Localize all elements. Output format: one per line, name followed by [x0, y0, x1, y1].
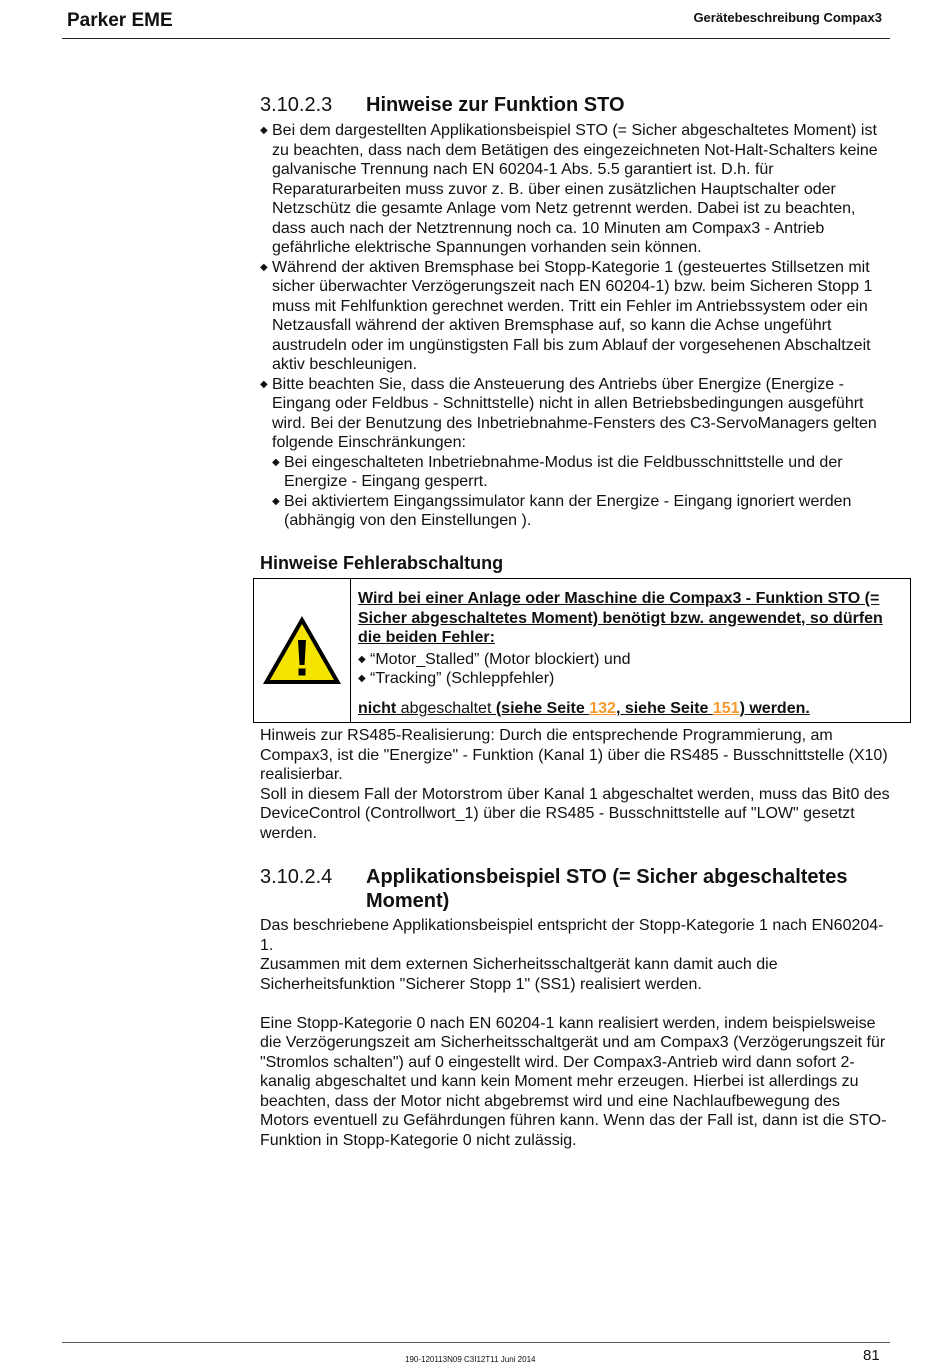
list-item [358, 669, 898, 689]
list-item [358, 650, 898, 670]
warning-item-text: “Tracking” (Schleppfehler) [370, 670, 555, 687]
warning-text [358, 589, 898, 718]
bullet-text: Bitte beachten Sie, dass die Ansteuerung des Antriebs über Energize (Energize - Eingang oder Feldbus - Schnittstelle) nicht in allen Betriebsbedingungen ausgeführt wird. Bei der Benutzung des Inbetriebnahme-Fensters des C3-ServoManagers gelten folgende Einschränkungen: [272, 375, 877, 451]
section-1-bullets [260, 121, 890, 531]
header-doc-title: Gerätebeschreibung Compax3 [693, 10, 882, 25]
warning-list [358, 650, 898, 689]
warning-divider [350, 579, 351, 722]
warning-box [253, 578, 911, 723]
section-2-para-2: Zusammen mit dem externen Sicherheitsschaltgerät kann damit auch die Sicherheitsfunktion "Sicherer Stopp 1" (SS1) realisiert werden. [260, 956, 778, 993]
page-link-132[interactable]: 132 [589, 699, 616, 717]
diamond-bullet-icon: ◆ [358, 653, 366, 665]
rs485-note [260, 726, 890, 843]
section-1-title: Hinweise zur Funktion STO [366, 94, 625, 116]
section-1-number: 3.10.2.3 [260, 94, 333, 116]
warning-siehe-2: , siehe Seite [615, 699, 713, 717]
warning-end: ) werden. [739, 699, 810, 717]
footer-doc-code: 190-120113N09 C3I12T11 Juni 2014 [405, 1355, 536, 1364]
bullet-text: Während der aktiven Bremsphase bei Stopp-Kategorie 1 (gesteuertes Stillsetzen mit sicher überwachter Verzögerungszeit nach EN 60204-1) bzw. beim Sicheren Stopp 1 muss mit Fehlfunktion gerechnet werden. Tritt ein Fehler im Antriebssystem oder ein Netzausfall während der aktiven Bremsphase auf, so kann die Achse ungeführt austrudeln oder im ungünstigsten Fall bis zum Ablauf der vorgesehenen Abschaltzeit aktiv beschleunigen. [272, 258, 873, 373]
fehler-heading: Hinweise Fehlerabschaltung [260, 553, 504, 573]
diamond-bullet-icon: ◆ [260, 125, 268, 136]
bullet-text: Bei aktiviertem Eingangssimulator kann der Energize - Eingang ignoriert werden (abhängig von den Einstellungen ). [284, 492, 852, 529]
section-2-para-3: Eine Stopp-Kategorie 0 nach EN 60204-1 kann realisiert werden, indem beispielsweise die Verzögerungszeit am Sicherheitsschaltgerät und am Compax3 (Verzögerungszeit für "Stromlos schalten") auf 0 eingestellt wird. Der Compax3-Antrieb wird dann sofort 2-kanalig abgeschaltet und kann kein Moment mehr erzeugen. Hierbei ist allerdings zu beachten, dass der Motor nicht abgebremst wird und eine Nachlaufbewegung des Motors eventuell zu Gefährdungen führen kann. Wenn das der Fall ist, dann ist die STO-Funktion in Stopp-Kategorie 0 nicht zulässig. [260, 1014, 887, 1149]
warning-head: Wird bei einer Anlage oder Maschine die Compax3 - Funktion STO (= Sicher abgeschaltetes Moment) benötigt bzw. angewendet, so dürfen die beiden Fehler: [358, 590, 883, 646]
section-2-number: 3.10.2.4 [260, 866, 333, 888]
warning-item-text: “Motor_Stalled” (Motor blockiert) und [370, 650, 631, 668]
header-rule [62, 38, 890, 39]
warning-triangle-icon [260, 613, 344, 692]
list-item [260, 375, 890, 453]
footer-rule [62, 1342, 890, 1343]
rs485-note-2: Soll in diesem Fall der Motorstrom über Kanal 1 abgeschaltet werden, muss das Bit0 des DeviceControl (Controllwort_1) über die RS485 - Busschnittstelle auf "LOW" gesetzt werden. [260, 785, 890, 842]
diamond-bullet-icon: ◆ [272, 456, 280, 468]
section-2-para-1: Das beschriebene Applikationsbeispiel entspricht der Stopp-Kategorie 1 nach EN60204-1. [260, 917, 884, 954]
section-2-body [260, 916, 890, 1150]
diamond-bullet-icon: ◆ [260, 261, 268, 273]
bullet-text: Bei eingeschalteten Inbetriebnahme-Modus ist die Feldbusschnittstelle und der Energize - Eingang gesperrt. [284, 453, 843, 490]
list-item [260, 121, 890, 258]
diamond-bullet-icon: ◆ [358, 673, 366, 684]
section-2-title: Applikationsbeispiel STO (= Sicher abgeschaltetes Moment) [366, 866, 848, 912]
warning-abgeschaltet: abgeschaltet [396, 699, 492, 717]
page-number: 81 [863, 1347, 880, 1364]
list-item [260, 258, 890, 375]
warning-final [358, 699, 898, 719]
diamond-bullet-icon: ◆ [272, 495, 280, 507]
bullet-text: Bei dem dargestellten Applikationsbeispiel STO (= Sicher abgeschaltetes Moment) ist zu beachten, dass nach dem Betätigen des eingezeichneten Not-Halt-Schalters keine galvanische Trennung nach EN 60204-1 Abs. 5.5 garantiert ist. D.h. für Reparaturarbeiten muss zuvor z. B. über einen zusätzlichen Hauptschalter oder Netzschütz die gesamte Anlage vom Netz getrennt werden. Dabei ist zu beachten, dass auch nach der Netztrennung noch ca. 10 Minuten am Compax3 - Antrieb gefährliche elektrische Spannungen vorhanden sein können. [272, 122, 878, 256]
rs485-note-1: Hinweis zur RS485-Realisierung: Durch die entsprechende Programmierung, am Compax3, ist die "Energize" - Funktion (Kanal 1) über die RS485 - Busschnittstelle (X10) realisierbar. [260, 727, 888, 783]
page-link-151[interactable]: 151 [712, 699, 740, 717]
list-item-sub [272, 453, 890, 492]
warning-nicht: nicht [358, 699, 397, 717]
list-item-sub [272, 492, 890, 531]
warning-siehe-1: (siehe Seite [491, 699, 590, 717]
diamond-bullet-icon: ◆ [260, 378, 268, 390]
header-brand: Parker EME [67, 10, 173, 31]
